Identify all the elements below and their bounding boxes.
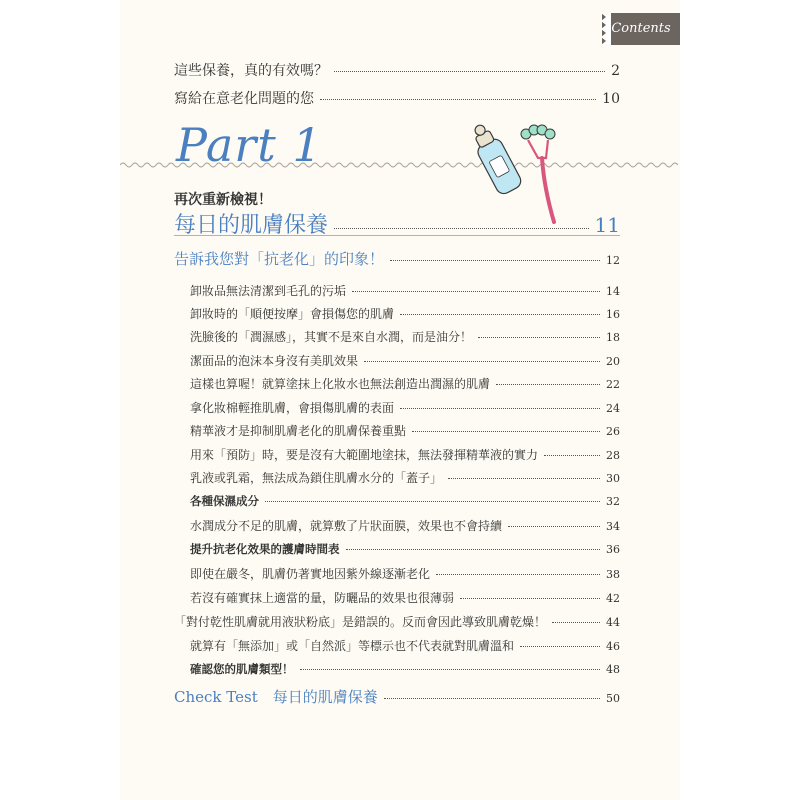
toc-subitem[interactable]: 卸妝時的「順便按摩」會損傷您的肌膚 16 (190, 307, 620, 321)
chapter-underline (174, 235, 620, 236)
leader-dots (352, 291, 600, 292)
toc-subitem[interactable]: 乳液或乳霜，無法成為鎖住肌膚水分的「蓋子」 30 (190, 471, 620, 485)
contents-tab (602, 13, 680, 45)
toc-subitem[interactable]: 就算有「無添加」或「自然派」等標示也不代表就對肌膚溫和 46 (190, 639, 620, 653)
cosmetic-bottle-illustration (468, 120, 523, 197)
toc-subitem[interactable]: 這樣也算喔！就算塗抹上化妝水也無法創造出潤濕的肌膚 22 (190, 377, 620, 391)
toc-subitem[interactable]: 卸妝品無法清潔到毛孔的污垢 14 (190, 284, 620, 298)
toc-subitem[interactable]: 水潤成分不足的肌膚，就算敷了片狀面膜，效果也不會持續 34 (190, 519, 620, 533)
toc-subitem[interactable]: 各種保濕成分 32 (190, 494, 620, 508)
toc-entry[interactable]: 這些保養，真的有效嗎？ 2 (174, 63, 620, 79)
toc-subitem[interactable]: 潔面品的泡沫本身沒有美肌效果 20 (190, 354, 620, 368)
toc-subitem[interactable]: 用來「預防」時，要是沒有大範圍地塗抹，無法發揮精華液的實力 28 (190, 448, 620, 462)
leader-dots (400, 314, 600, 315)
leader-dots (508, 526, 600, 527)
part-kicker: 再次重新檢視！ (174, 192, 272, 208)
leader-dots (334, 71, 605, 72)
leader-dots (412, 431, 600, 432)
leader-dots (265, 501, 600, 502)
leader-dots (346, 549, 601, 550)
leader-dots (552, 622, 600, 623)
toc-subitem[interactable]: 精華液才是抑制肌膚老化的肌膚保養重點 26 (190, 424, 620, 438)
leader-dots (496, 384, 600, 385)
leader-dots (478, 337, 600, 338)
toc-subitem[interactable]: 洗臉後的「潤濕感」，其實不是來自水潤，而是油分！ 18 (190, 330, 620, 344)
leader-dots (400, 408, 600, 409)
chapter-entry[interactable]: 每日的肌膚保養 11 (174, 213, 620, 238)
leader-dots (436, 574, 600, 575)
toc-subitem[interactable]: 若沒有確實抹上適當的量，防曬品的效果也很薄弱 42 (190, 591, 620, 605)
leader-dots (390, 260, 600, 261)
check-test-entry[interactable]: Check Test 每日的肌膚保養 50 (174, 688, 620, 706)
toc-subitem[interactable]: 提升抗老化效果的護膚時間表 36 (190, 542, 620, 556)
leader-dots (544, 455, 600, 456)
part-heading: Part 1 (176, 118, 323, 172)
toc-subitem[interactable]: 拿化妝棉輕推肌膚，會損傷肌膚的表面 24 (190, 401, 620, 415)
wavy-divider (120, 160, 680, 170)
leader-dots (320, 99, 596, 100)
leader-dots (448, 478, 600, 479)
toc-entry[interactable]: 寫給在意老化問題的您 10 (174, 91, 620, 107)
leader-dots (334, 228, 589, 229)
leader-dots (460, 598, 600, 599)
leader-dots (520, 646, 600, 647)
section-entry[interactable]: 告訴我您對「抗老化」的印象！ 12 (174, 250, 620, 268)
leader-dots (300, 669, 601, 670)
leader-dots (384, 698, 600, 699)
toc-subitem[interactable]: 即使在嚴冬，肌膚仍著實地因紫外線逐漸老化 38 (190, 567, 620, 581)
contents-tab-label: Contents (611, 21, 671, 36)
leader-dots (364, 361, 600, 362)
toc-subitem[interactable]: 「對付乾性肌膚就用液狀粉底」是錯誤的。反而會因此導致肌膚乾燥！ 44 (174, 615, 620, 629)
toc-subitem[interactable]: 確認您的肌膚類型！ 48 (190, 662, 620, 676)
tab-notch-icon (601, 13, 611, 45)
